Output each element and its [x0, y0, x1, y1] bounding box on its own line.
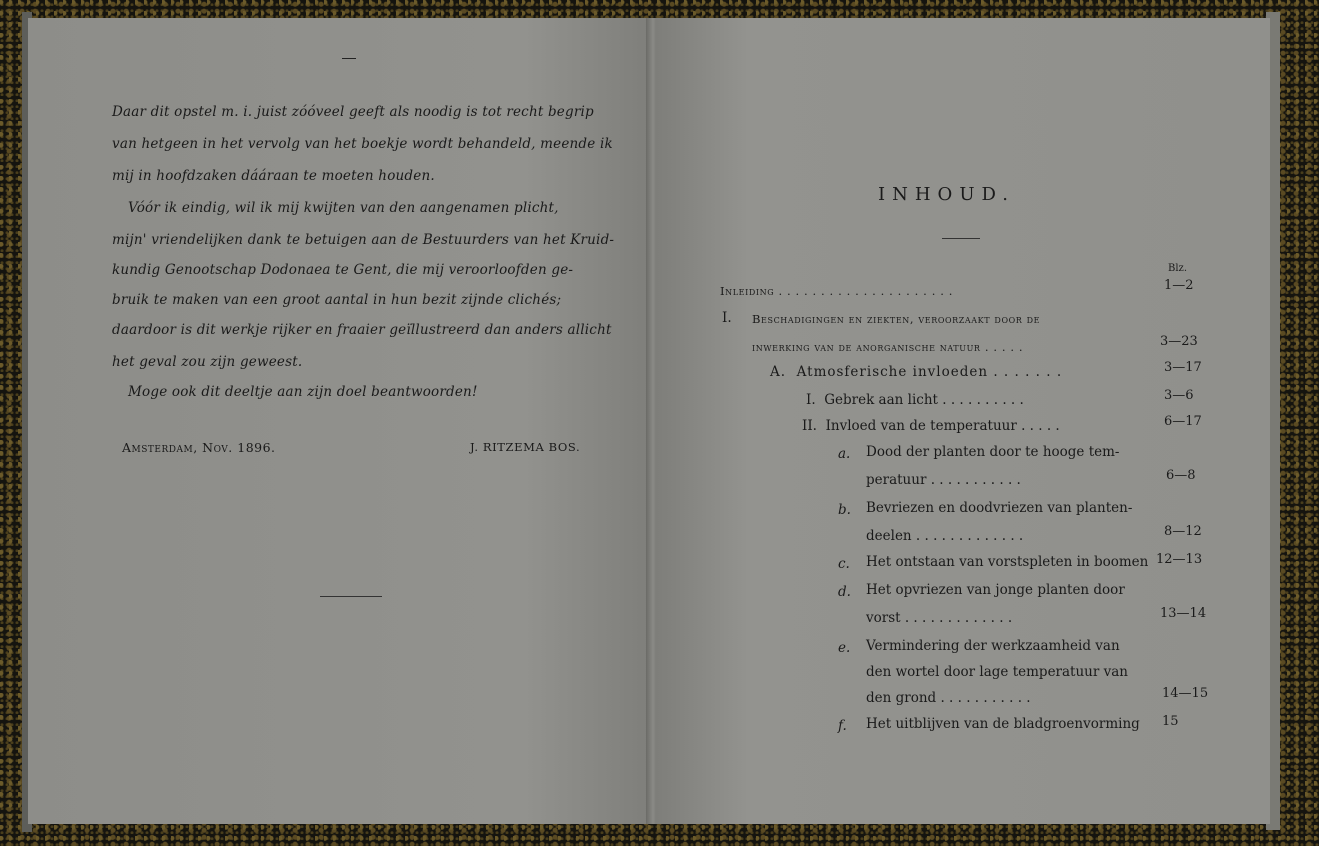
toc-label: Het opvriezen van jonge planten door — [866, 582, 1125, 598]
toc-page: 3—17 — [1164, 360, 1202, 375]
toc-number: a. — [838, 446, 851, 462]
right-page — [656, 18, 1270, 824]
toc-number: f. — [838, 718, 847, 734]
text-line: Vóór ik eindig, wil ik mij kwijten van den aangenamen plicht, — [128, 200, 559, 216]
toc-entry — [720, 284, 953, 298]
title-rule — [942, 238, 980, 239]
toc-label: vorst — [866, 610, 901, 626]
toc-entry — [802, 418, 1060, 434]
toc-leader: . . . . . — [980, 340, 1024, 354]
toc-number: A. — [770, 364, 787, 380]
toc-leader: . . . . . . . — [988, 364, 1063, 380]
toc-label: Het uitblijven van de bladgroenvorming — [866, 716, 1140, 732]
toc-entry — [866, 610, 1012, 626]
toc-entry — [752, 340, 1023, 354]
toc-label: inwerking van de anorganische natuur — [752, 340, 981, 354]
text-line: mij in hoofdzaken dááraan te moeten houden. — [112, 168, 435, 184]
toc-page: 15 — [1162, 714, 1179, 729]
toc-label: Vermindering der werkzaamheid van — [866, 638, 1120, 654]
text-line: Moge ook dit deeltje aan zijn doel beantwoorden! — [128, 384, 478, 400]
toc-entry — [806, 392, 1024, 408]
text-line: het geval zou zijn geweest. — [112, 354, 303, 370]
page-column-label: Blz. — [1168, 263, 1187, 274]
toc-page: 12—13 — [1156, 552, 1203, 567]
toc-page: 14—15 — [1162, 686, 1209, 701]
toc-number: II. — [802, 418, 817, 434]
toc-label: Atmosferische invloeden — [796, 364, 989, 380]
toc-leader: . . . . . . . . . . . — [926, 472, 1021, 488]
toc-page: 6—17 — [1164, 414, 1202, 429]
contents-title: INHOUD. — [878, 184, 1015, 205]
toc-page: 6—8 — [1166, 468, 1196, 483]
toc-page: 3—23 — [1160, 334, 1198, 349]
toc-label: Dood der planten door te hooge tem- — [866, 444, 1120, 460]
toc-number: e. — [838, 640, 851, 656]
toc-page: 1—2 — [1164, 278, 1194, 293]
toc-entry — [866, 528, 1023, 544]
text-line: mijn' vriendelijken dank te betuigen aan de Bestuurders van het Kruid- — [112, 232, 615, 248]
text-line: daardoor is dit werkje rijker en fraaier geïllustreerd dan anders allicht — [112, 322, 612, 338]
toc-label: peratuur — [866, 472, 927, 488]
place-date: Amsterdam, Nov. 1896. — [122, 440, 276, 455]
toc-number: I. — [806, 392, 816, 408]
toc-number: I. — [722, 310, 732, 326]
toc-leader: . . . . . — [1016, 418, 1060, 434]
toc-entry — [866, 690, 1031, 706]
toc-page: 8—12 — [1164, 524, 1202, 539]
left-page — [28, 18, 648, 824]
toc-leader: . . . . . . . . . . — [937, 392, 1024, 408]
toc-leader: . . . . . . . . . . . . . — [911, 528, 1024, 544]
author-signature: J. RITZEMA BOS. — [470, 440, 581, 454]
toc-label: Invloed van de temperatuur — [825, 418, 1017, 434]
toc-leader: . . . . . . . . . . . — [936, 690, 1031, 706]
closing-rule — [320, 596, 382, 597]
toc-label: den wortel door lage temperatuur van — [866, 664, 1128, 680]
toc-label: Inleiding — [720, 284, 775, 298]
toc-number: c. — [838, 556, 850, 572]
toc-number: b. — [838, 502, 851, 518]
toc-label: Bevriezen en doodvriezen van planten- — [866, 500, 1133, 516]
toc-label: Het ontstaan van vorstspleten in boomen — [866, 554, 1149, 570]
text-line: van hetgeen in het vervolg van het boekje wordt behandeld, meende ik — [112, 136, 613, 152]
text-line: kundig Genootschap Dodonaea te Gent, die mij veroorloofden ge- — [112, 262, 574, 278]
toc-leader: . . . . . . . . . . . . . . . . . . . . . — [774, 284, 953, 298]
toc-entry — [770, 364, 1062, 380]
text-line: Daar dit opstel m. i. juist zóóveel geeft als noodig is tot recht begrip — [112, 104, 594, 120]
toc-leader: . . . . . . . . . . . . . — [900, 610, 1013, 626]
toc-entry — [866, 472, 1021, 488]
toc-label: den grond — [866, 690, 937, 706]
toc-label: Beschadigingen en ziekten, veroorzaakt door de — [752, 312, 1041, 326]
toc-label: deelen — [866, 528, 912, 544]
toc-label: Gebrek aan licht — [824, 392, 938, 408]
top-mark-rule — [342, 58, 356, 59]
toc-page: 13—14 — [1160, 606, 1207, 621]
toc-page: 3—6 — [1164, 388, 1194, 403]
text-line: bruik te maken van een groot aantal in hun bezit zijnde clichés; — [112, 292, 562, 308]
toc-number: d. — [838, 584, 851, 600]
